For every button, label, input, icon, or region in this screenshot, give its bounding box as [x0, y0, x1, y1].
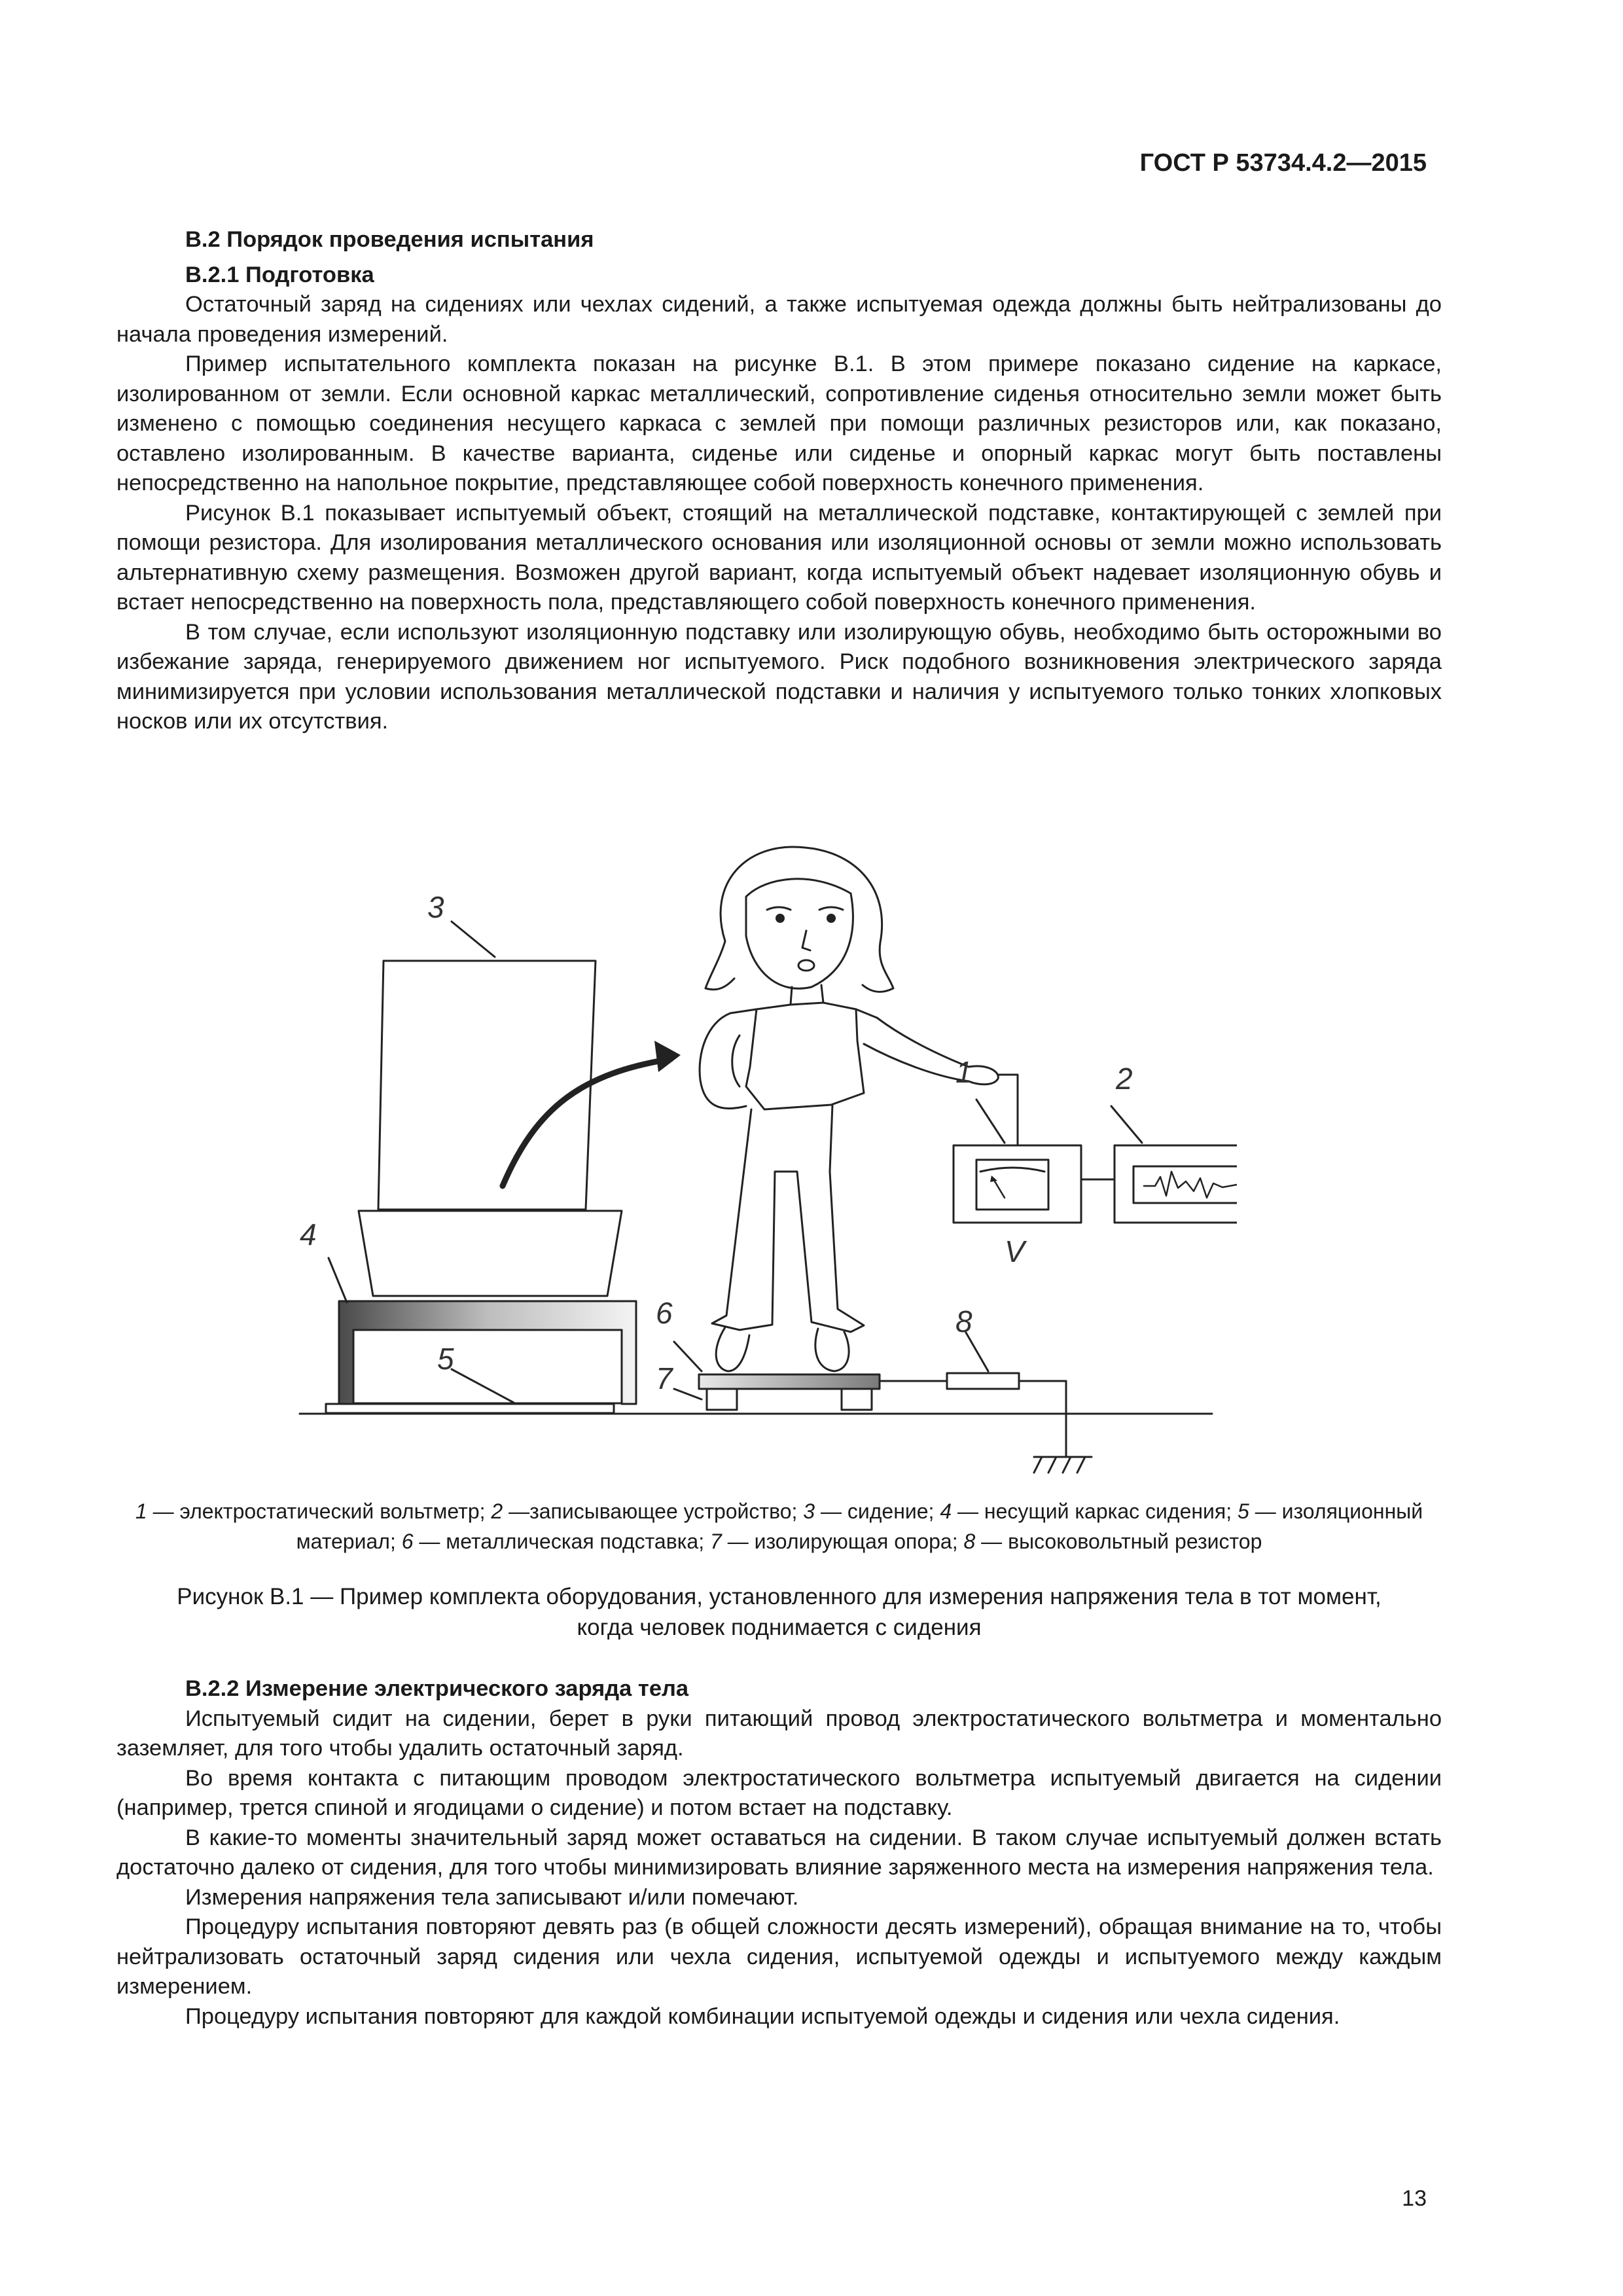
legend-number: 4: [940, 1499, 952, 1523]
paragraph: Остаточный заряд на сидениях или чехлах сидений, а также испытуемая одежда должны быть нейтрализованы до начала проведения измерений.: [116, 292, 1442, 347]
legend-text: — изолирующая опора;: [721, 1530, 964, 1553]
figure-label-6: 6: [656, 1296, 673, 1330]
figure-caption: [116, 1581, 1442, 1643]
legend-number: 1: [135, 1499, 147, 1523]
legend-number: 2: [491, 1499, 503, 1523]
figure-label-4: 4: [300, 1217, 317, 1251]
legend-number: 7: [710, 1530, 722, 1553]
legend-text: — изоляционный материал;: [296, 1499, 1423, 1553]
page-number: 13: [1402, 2186, 1427, 2211]
person-figure: [700, 847, 998, 1371]
legend-text: — несущий каркас сидения;: [952, 1499, 1238, 1523]
legend-text: — сидение;: [815, 1499, 940, 1523]
figure-label-8: 8: [955, 1304, 972, 1338]
paragraph: Рисунок В.1 показывает испытуемый объект, стоящий на металлической подставке, контактирующей с землей при помощи резистора. Для изолирования металлического основания или изоляционной основы от земли можно использовать альтернативную схему размещения. Возможен другой вариант, когда испытуемый объект надевает изоляционную обувь и встает непосредственно на поверхность пола, представляющего собой поверхность конечного применения.: [116, 500, 1442, 615]
figure-label-2: 2: [1116, 1062, 1133, 1096]
figure-label-5: 5: [437, 1342, 454, 1376]
caption-line: Рисунок В.1 — Пример комплекта оборудования, установленного для измерения напряжения тела в тот момент,: [177, 1584, 1382, 1609]
subsection-heading-b22: В.2.2 Измерение электрического заряда тела: [185, 1676, 689, 1701]
paragraph: Измерения напряжения тела записывают и/или помечают.: [185, 1884, 799, 1910]
figure-legend: [116, 1496, 1442, 1556]
paragraph: Испытуемый сидит на сидении, берет в руки питающий провод электростатического вольтметра и моментально заземляет, для того чтобы удалить остаточный заряд.: [116, 1706, 1442, 1761]
section-b2: [116, 225, 1442, 737]
legend-number: 3: [803, 1499, 815, 1523]
legend-text: — электростатический вольтметр;: [147, 1499, 491, 1523]
legend-number: 5: [1238, 1499, 1249, 1523]
figure-label-7: 7: [656, 1361, 673, 1395]
document-header: ГОСТ Р 53734.4.2—2015: [1139, 149, 1427, 177]
caption-line: когда человек поднимается с сидения: [577, 1615, 982, 1640]
paragraph: В какие-то моменты значительный заряд может оставаться на сидении. В таком случае испытуемый должен встать достаточно далеко от сидения, для того чтобы минимизировать влияние заряженного места на измерения напряжения тела.: [116, 1825, 1442, 1880]
subsection-heading-b21: В.2.1 Подготовка: [185, 262, 374, 287]
legend-number: 8: [963, 1530, 976, 1553]
paragraph: Во время контакта с питающим проводом электростатического вольтметра испытуемый двигается на сидении (например, трется спиной и ягодицами о сидение) и потом встает на подставку.: [116, 1765, 1442, 1820]
legend-text: — металлическая подставка;: [413, 1530, 710, 1553]
figure-label-1: 1: [955, 1055, 972, 1089]
legend-text: —записывающее устройство;: [503, 1499, 804, 1523]
section-heading-b2: В.2 Порядок проведения испытания: [185, 227, 594, 252]
voltmeter-unit-label: V: [1005, 1234, 1025, 1268]
legend-number: 6: [401, 1530, 414, 1553]
paragraph: В том случае, если используют изоляционную подставку или изолирующую обувь, необходимо быть осторожными во избежание заряда, генерируемого движением ног испытуемого. Риск подобного возникновения электрического заряда минимизируется при условии использования металлической подставки и наличия у испытуемого только тонких хлопковых носков или их отсутствия.: [116, 619, 1442, 734]
legend-text: — высоковольтный резистор: [975, 1530, 1262, 1553]
paragraph: Процедуру испытания повторяют девять раз (в общей сложности десять измерений), обращая внимание на то, чтобы нейтрализовать остаточный заряд сидения или чехла сидения, испытуемой одежды и испытуемого между каждым измерением.: [116, 1914, 1442, 1999]
figure-label-3: 3: [427, 890, 444, 924]
section-b22: [116, 1674, 1442, 2032]
paragraph: Пример испытательного комплекта показан на рисунке В.1. В этом примере показано сидение на каркасе, изолированном от земли. Если основной каркас металлический, сопротивление сиденья относительно земли может быть изменено с помощью соединения несущего каркаса с землей при помощи различных резисторов или, как показано, оставлено изолированным. В качестве варианта, сиденье или сиденье и опорный каркас могут быть поставлены непосредственно на напольное покрытие, представляющее собой поверхность конечного применения.: [116, 351, 1442, 495]
figure-b1: [288, 779, 1237, 1486]
paragraph: Процедуру испытания повторяют для каждой комбинации испытуемой одежды и сидения или чехла сидения.: [185, 2003, 1340, 2029]
